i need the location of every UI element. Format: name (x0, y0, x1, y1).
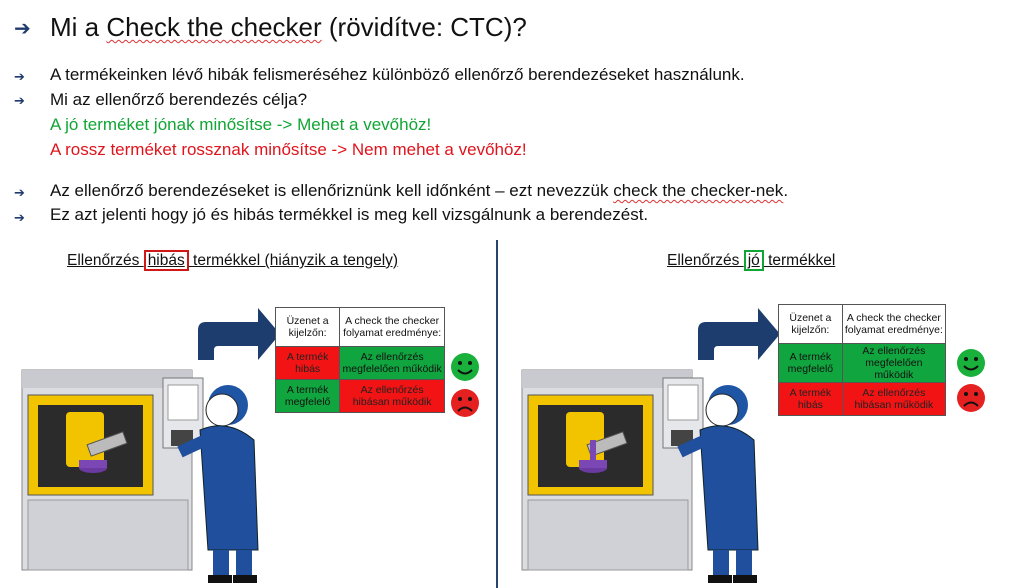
table-cell: A termék hibás (779, 383, 843, 416)
table-cell: A check the checker folyamat eredménye: (340, 308, 445, 347)
bullet-text: A termékeinken lévő hibák felismeréséhez különböző ellenőrző berendezéseket használunk. (50, 65, 745, 84)
machine-operator-illustration (518, 300, 778, 585)
table-cell: Az ellenőrzés megfelelően működik (340, 347, 445, 380)
right-result-table (778, 304, 946, 416)
right-panel-caption: Ellenőrzés jó termékkel (667, 252, 836, 269)
left-result-table (275, 307, 445, 413)
smiley-happy-icon (956, 348, 986, 378)
smiley-sad-icon (956, 383, 986, 413)
table-cell: Az ellenőrzés hibásan működik (842, 383, 945, 416)
panel-divider (496, 240, 498, 588)
table-cell: Az ellenőrzés megfelelően működik (842, 344, 945, 383)
machine-operator-illustration (18, 300, 278, 585)
smiley-happy-icon (450, 352, 480, 382)
bullet-text: Mi az ellenőrző berendezés célja? (50, 90, 308, 109)
table-cell: Az ellenőrzés hibásan működik (340, 380, 445, 413)
arrow-bullet-icon: ➔ (14, 70, 25, 85)
table-cell: A check the checker folyamat eredménye: (842, 305, 945, 344)
bullet-text: Az ellenőrző berendezéseket is ellenőriznünk kell időnként – ezt nevezzük check the checker-nek. (50, 181, 789, 200)
arrow-bullet-icon: ➔ (14, 211, 25, 226)
left-panel-caption: Ellenőrzés hibás termékkel (hiányzik a tengely) (67, 252, 399, 269)
table-cell: Üzenet a kijelzőn: (276, 308, 340, 347)
goal-bad-text: A rossz terméket rossznak minősítse -> Nem mehet a vevőhöz! (50, 140, 527, 159)
goal-good-text: A jó terméket jónak minősítse -> Mehet a vevőhöz! (50, 115, 432, 134)
table-cell: A termék megfelelő (779, 344, 843, 383)
table-cell: A termék hibás (276, 347, 340, 380)
bullet-text: Ez azt jelenti hogy jó és hibás termékkel is meg kell vizsgálnunk a berendezést. (50, 205, 649, 224)
arrow-bullet-icon: ➔ (14, 16, 31, 40)
arrow-bullet-icon: ➔ (14, 186, 25, 201)
arrow-bullet-icon: ➔ (14, 94, 25, 109)
page-title: Mi a Check the checker (rövidítve: CTC)? (50, 12, 527, 42)
smiley-sad-icon (450, 388, 480, 418)
table-cell: Üzenet a kijelzőn: (779, 305, 843, 344)
table-cell: A termék megfelelő (276, 380, 340, 413)
